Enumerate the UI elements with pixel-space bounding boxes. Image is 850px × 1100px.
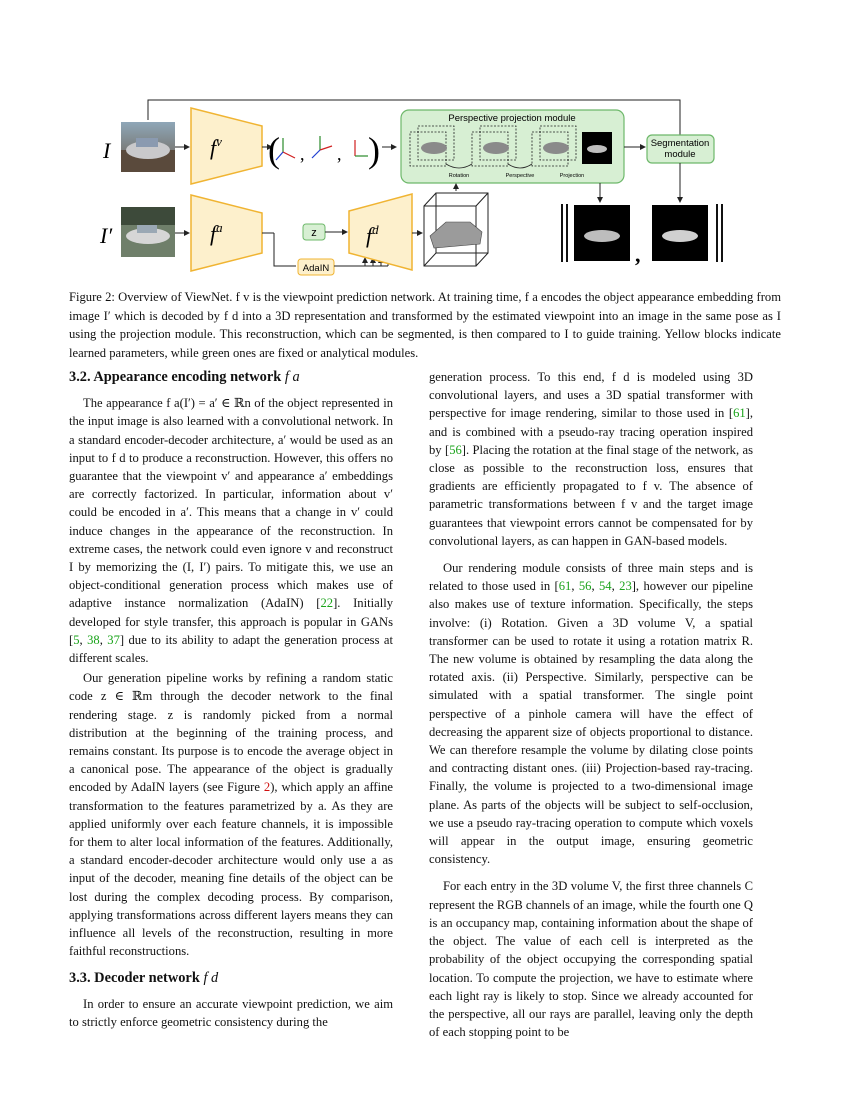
section-heading-3-3: 3.3. Decoder network f d <box>69 969 219 986</box>
citation-link[interactable]: 37 <box>107 632 120 647</box>
svg-text:Projection: Projection <box>559 173 585 179</box>
fv-network-block <box>191 108 262 184</box>
figure-caption <box>69 288 781 362</box>
input-photo-i <box>121 122 175 172</box>
citation-link[interactable]: 23 <box>619 579 632 594</box>
fv-label: $f^v$ <box>210 134 222 160</box>
svg-text:AdaIN: AdaIN <box>302 263 330 274</box>
viewpoint-axes-3 <box>355 140 368 156</box>
svg-text:,: , <box>635 242 641 267</box>
paragraph: The appearance f a(I′) = a′ ∈ ℝn of the object represented in the input image is also learned with a convolutional network. In a standard encoder-decoder architecture, a′ would be used as an input to f d to produce a reconstruction. However, this offers no guarantee that the viewpoint v′ and appearance a′ embeddings are correctly factorized. In particular, information about v′ could be encoded in a′. This means that a change in v′ could induce changes in the appearance of the reconstruction. In extreme cases, the network could even ignore v and reconstruct I by memorizing the (I, I′) pairs. To mitigate this, we use an object-conditional generation process which makes use of adaptive instance normalization (AdaIN) [22]. Initially developed for style transfer, this approach is popular in GANs [5, 38, 37] due to its ability to adapt the generation process at different scales. <box>69 396 393 666</box>
caption-lead: Figure 2: Overview of ViewNet. <box>69 290 233 304</box>
citation-link[interactable]: 61 <box>558 579 572 594</box>
svg-text:Perspective: Perspective <box>505 173 535 179</box>
paragraph: Our rendering module consists of three main steps and is related to those used in [61, 56, 54, 23], however our pipeline also makes use of texture information. Specifically, the steps involve: (i) Rotation. Given a 3D volume V, a spatial transformer can be used to rotate it using a rotation matrix R. The new volume is obtained by resampling the data along the rotated axis. (ii) Perspective. Similarly, perspective can be simulated with a spatial transformer. The single point perspective of a pinhole camera will have the effect of decreasing the apparent size of objects proportional to distance. We can therefore resample the volume by dilating close points and contracting distant ones. (iii) Projection-based ray-tracing. Finally, the volume is projected to a two-dimensional image plane. As parts of the objects will be subject to self-occlusion, we use a pseudo ray-tracing operation to compute which voxels will appear in the output image, ensuring geometric consistency. <box>429 561 753 867</box>
citation-link[interactable]: 56 <box>449 442 462 457</box>
svg-text:,: , <box>337 144 342 164</box>
citation-link[interactable]: 5 <box>73 632 80 647</box>
svg-text:Segmentation: Segmentation <box>650 138 710 149</box>
svg-text:module: module <box>664 149 696 160</box>
input-photo-i-prime <box>121 207 175 257</box>
section-heading-3-2: 3.2. Appearance encoding network f a <box>69 369 300 385</box>
citation-link[interactable]: 56 <box>578 579 592 594</box>
paragraph: generation process. To this end, f d is modeled using 3D convolutional layers, and uses a 3D spatial transformer with perspective for image rendering, similar to those used in [61], and is combined with a pseudo-ray tracing operation inspired by [56]. Placing the rotation at the final stage of the network, as close as possible to the reconstruction loss, ensures that gradients are efficiently propagated to f v. The absence of parametric transformations between f v and the target image guarantees that viewpoint errors cannot be compensated for by convolutional layers, as can happen in GAN-based models. <box>429 370 753 548</box>
caption-text: f v is the viewpoint prediction network. At training time, f a encodes the object appearance embedding from image I′ which is decoded by f d into a 3D representation and transformed by the estimated viewpoint into an image in the same pose as I using the projection module. This reconstruction, which can be segmented, is then compared to I to guide training. Yellow blocks indicate learned parameters, while green ones are fixed or analytical modules. <box>69 290 781 360</box>
figure-link[interactable]: 2 <box>263 780 271 795</box>
fa-network-block <box>191 195 262 271</box>
paragraph: Our generation pipeline works by refining a random static code z ∈ ℝm through the decoder network to the final rendering stage. z is randomly picked from a normal distribution at the beginning of the training process, and remains constant. Its purpose is to encode the average object in a canonical pose. The appearance of the object is gradually encoded by AdaIN layers (see Figure 2), which apply an affine transformation to the features parametrized by a. As they are applied uniformly over each feature channels, it is impossible for them to alter local information of the features. Additionally, a standard encoder-decoder architecture would only use a as input of the decoder, meaning fine details of the object can be lost during the complex decoding process. By comparison, applying transformations across different layers means they can influence all levels of the reconstruction, resulting in more faithful reconstructions. <box>69 671 393 959</box>
overview-figure <box>0 0 850 290</box>
paragraph: For each entry in the 3D volume V, the first three channels C represent the RGB channels of an image, while the fourth one Q is an occupancy map, containing information about the shape of the object. The value of each cell is interpreted as the probability of the object occupying the corresponding spatial location. To compute the projection, we have to estimate where each light ray is likely to stop. Since we already accounted for the perspective, all our rays are parallel, leaving only the depth of each stopping point to be <box>429 879 753 1040</box>
fd-decoder-block <box>349 194 412 270</box>
right-column <box>429 368 753 1041</box>
svg-text:Perspective projection module: Perspective projection module <box>448 113 576 124</box>
citation-link[interactable]: 38 <box>87 632 100 647</box>
svg-text:,: , <box>300 144 305 164</box>
input-label-i: I <box>103 138 111 163</box>
input-label-i-prime: I′ <box>100 223 113 248</box>
citation-link[interactable]: 54 <box>599 579 612 594</box>
fa-label: $f^a$ <box>210 220 223 246</box>
svg-text:(: ( <box>268 130 280 170</box>
svg-text:): ) <box>368 130 380 170</box>
paragraph: In order to ensure an accurate viewpoint prediction, we aim to strictly enforce geometric consistency during the <box>69 996 393 1029</box>
viewpoint-axes-2 <box>312 136 332 158</box>
fd-label: $f^d$ <box>366 222 379 248</box>
citation-link[interactable]: 61 <box>733 406 746 421</box>
svg-text:z: z <box>311 227 317 239</box>
svg-text:Rotation: Rotation <box>448 173 470 179</box>
left-column <box>69 368 393 1031</box>
citation-link[interactable]: 22 <box>320 596 334 611</box>
